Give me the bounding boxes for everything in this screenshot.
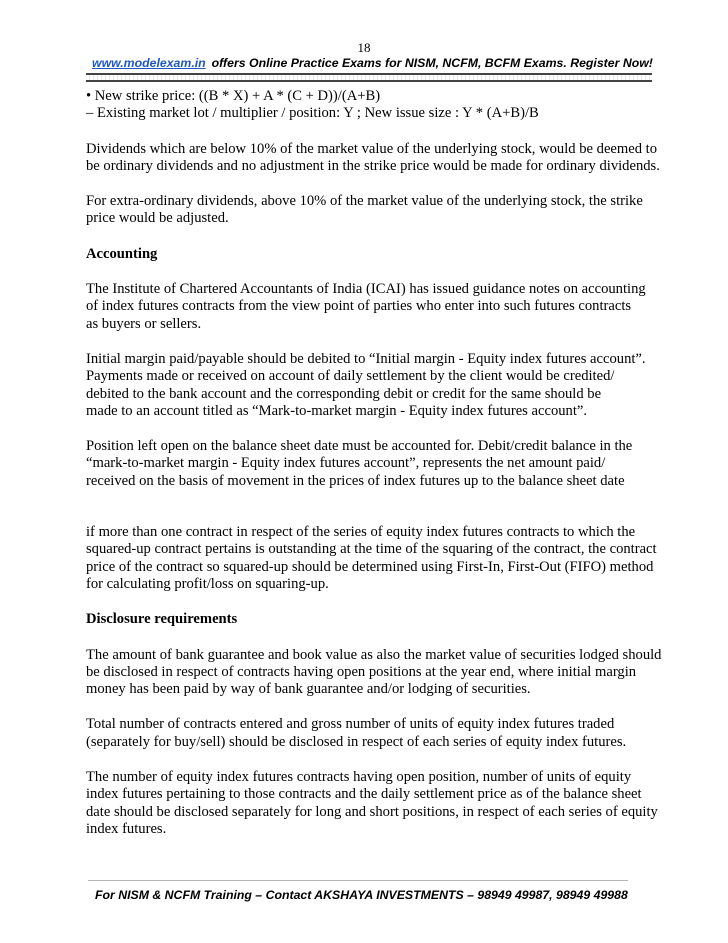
accounting-heading: Accounting	[86, 245, 158, 262]
text-line: be disclosed in respect of contracts having open positions at the year end, where initial margin	[86, 663, 637, 680]
disclosure-heading: Disclosure requirements	[86, 611, 238, 628]
text-line: index futures pertaining to those contracts and the daily settlement price as of the balance sheet	[86, 786, 642, 803]
extraordinary-dividends-paragraph	[86, 193, 658, 228]
text-line: “mark-to-market margin - Equity index futures account”, represents the net amount paid/	[86, 455, 606, 472]
formula-line: • New strike price: ((B * X) + A * (C + D))/(A+B)	[86, 88, 381, 104]
text-line: Total number of contracts entered and gross number of units of equity index futures traded	[86, 716, 615, 733]
text-line: Dividends which are below 10% of the market value of the underlying stock, would be deemed to	[86, 140, 658, 157]
footer-separator	[88, 880, 628, 881]
header-separator	[86, 73, 652, 82]
formula-line: – Existing market lot / multiplier / position: Y ; New issue size : Y * (A+B)/B	[86, 105, 539, 122]
text-line: be ordinary dividends and no adjustment in the strike price would be made for ordinary dividends.	[86, 157, 660, 174]
open-position-disclosure-paragraph	[86, 769, 658, 838]
text-line: date should be disclosed separately for long and short positions, in respect of each series of equity	[86, 803, 658, 820]
text-line: The number of equity index futures contracts having open position, number of units of equity	[86, 769, 632, 786]
text-line: price of the contract so squared-up should be determined using First-In, First-Out (FIFO) method	[86, 558, 654, 575]
text-line: The Institute of Chartered Accountants of India (ICAI) has issued guidance notes on accounting	[86, 281, 646, 298]
text-line: as buyers or sellers.	[86, 315, 202, 332]
text-line: For extra-ordinary dividends, above 10% of the market value of the underlying stock, the strike	[86, 193, 643, 210]
text-line: squared-up contract pertains is outstanding at the time of the squaring of the contract, the contract	[86, 541, 657, 558]
page-body	[86, 88, 662, 856]
initial-margin-paragraph	[86, 351, 658, 420]
contracts-traded-paragraph	[86, 716, 658, 751]
header-banner	[92, 56, 653, 71]
text-line: Initial margin paid/payable should be debited to “Initial margin - Equity index futures account”.	[86, 350, 646, 367]
text-line: if more than one contract in respect of the series of equity index futures contracts to which the	[86, 524, 636, 541]
text-line: made to an account titled as “Mark-to-market margin - Equity index futures account”.	[86, 402, 588, 419]
footer-contact: For NISM & NCFM Training – Contact AKSHAYA INVESTMENTS – 98949 49987, 98949 49988	[95, 888, 628, 902]
text-line: (separately for buy/sell) should be disclosed in respect of each series of equity index futures.	[86, 733, 627, 750]
website-link[interactable]: www.modelexam.in	[92, 56, 206, 70]
text-line: money has been paid by way of bank guarantee and/or lodging of securities.	[86, 681, 531, 698]
text-line: received on the basis of movement in the prices of index futures up to the balance sheet date	[86, 472, 625, 489]
text-line: for calculating profit/loss on squaring-up.	[86, 575, 329, 592]
fifo-paragraph	[86, 524, 658, 593]
strike-price-formula	[86, 88, 658, 123]
paragraph-gap	[86, 507, 658, 524]
paragraph-gap	[86, 490, 658, 507]
open-position-accounting-paragraph	[86, 438, 658, 490]
text-line: price would be adjusted.	[86, 210, 229, 227]
text-line: Payments made or received on account of daily settlement by the client would be credited/	[86, 368, 615, 385]
dividends-paragraph	[86, 141, 658, 176]
header-tagline: offers Online Practice Exams for NISM, NCFM, BCFM Exams. Register Now!	[211, 56, 653, 70]
page-number: 18	[357, 40, 371, 55]
text-line: Position left open on the balance sheet date must be accounted for. Debit/credit balance in the	[86, 438, 633, 455]
text-line: of index futures contracts from the view point of parties who enter into such futures contracts	[86, 298, 632, 315]
bank-guarantee-paragraph	[86, 646, 662, 699]
text-line: index futures.	[86, 820, 167, 837]
icai-paragraph	[86, 281, 658, 333]
text-line: The amount of bank guarantee and book value as also the market value of securities lodged should	[86, 646, 662, 663]
text-line: debited to the bank account and the corresponding debit or credit for the same should be	[86, 385, 602, 402]
